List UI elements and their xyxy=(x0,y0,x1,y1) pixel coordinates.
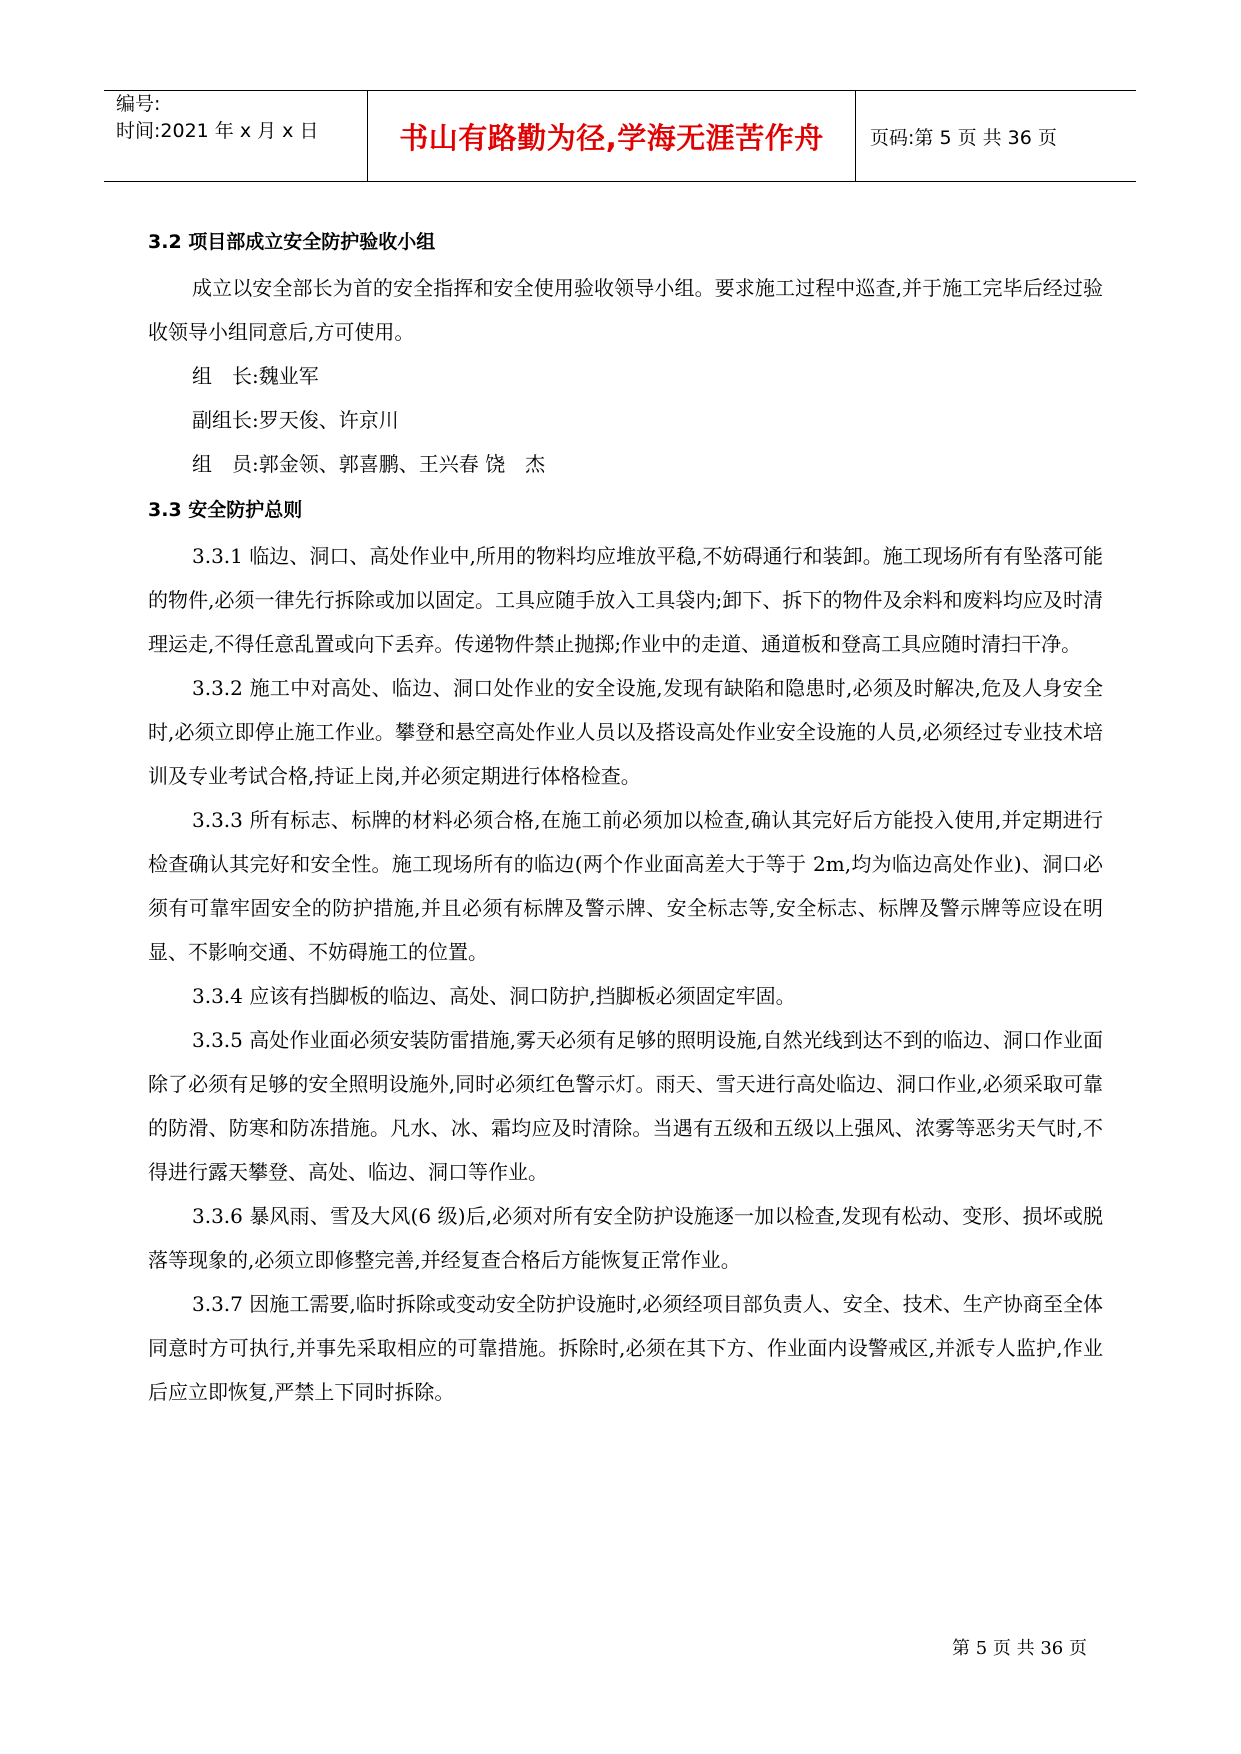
header-motto: 书山有路勤为径,学海无涯苦作舟 xyxy=(368,91,856,181)
clause-3-3-7: 3.3.7 因施工需要,临时拆除或变动安全防护设施时,必须经项目部负责人、安全、技术、生产协商至全体同意时方可执行,并事先采取相应的可靠措施。拆除时,必须在其下方、作业面内设警戒区,并派专人监护,作业后应立即恢复,严禁上下同时拆除。 xyxy=(148,1292,1103,1404)
clause-3-3-6: 3.3.6 暴风雨、雪及大风(6 级)后,必须对所有安全防护设施逐一加以检查,发现有松动、变形、损坏或脱落等现象的,必须立即修整完善,并经复查合格后方能恢复正常作业。 xyxy=(148,1204,1103,1272)
clause-3-3-1: 3.3.1 临边、洞口、高处作业中,所用的物料均应堆放平稳,不妨碍通行和装卸。施工现场所有有坠落可能的物件,必须一律先行拆除或加以固定。工具应随手放入工具袋内;卸下、拆下的物件及余料和废料均应及时清理运走,不得任意乱置或向下丢弃。传递物件禁止抛掷;作业中的走道、通道板和登高工具应随时清扫干净。 xyxy=(148,544,1103,656)
clause-3-3-4: 3.3.4 应该有挡脚板的临边、高处、洞口防护,挡脚板必须固定牢固。 xyxy=(192,984,796,1008)
document-time: 时间:2021 年 x 月 x 日 xyxy=(116,120,319,142)
document-body xyxy=(148,220,1103,1414)
group-leader: 组 长:魏业军 xyxy=(192,364,319,388)
clause-3-3-3: 3.3.3 所有标志、标牌的材料必须合格,在施工前必须加以检查,确认其完好后方能投入使用,并定期进行检查确认其完好和安全性。施工现场所有的临边(两个作业面高差大于等于 2m,均为临边高处作业)、洞口必须有可靠牢固安全的防护措施,并且必须有标牌及警示牌、安全标志等,安全标志、标牌及警示牌等应设在明显、不影响交通、不妨碍施工的位置。 xyxy=(148,808,1103,964)
group-vice-leader: 副组长:罗天俊、许京川 xyxy=(192,408,399,432)
section-heading-3-3: 3.3 安全防护总则 xyxy=(148,499,303,521)
header-meta xyxy=(104,91,368,181)
section-heading-3-2: 3.2 项目部成立安全防护验收小组 xyxy=(148,231,436,253)
page-header xyxy=(104,90,1136,182)
header-page-info: 页码:第 5 页 共 36 页 xyxy=(870,126,1057,149)
page-footer-number: 第 5 页 共 36 页 xyxy=(952,1638,1087,1659)
clause-3-3-5: 3.3.5 高处作业面必须安装防雷措施,雾天必须有足够的照明设施,自然光线到达不到的临边、洞口作业面除了必须有足够的安全照明设施外,同时必须红色警示灯。雨天、雪天进行高处临边、洞口作业,必须采取可靠的防滑、防寒和防冻措施。凡水、冰、霜均应及时清除。当遇有五级和五级以上强风、浓雾等恶劣天气时,不得进行露天攀登、高处、临边、洞口等作业。 xyxy=(148,1028,1103,1184)
document-number-label: 编号: xyxy=(116,93,161,115)
clause-3-3-2: 3.3.2 施工中对高处、临边、洞口处作业的安全设施,发现有缺陷和隐患时,必须及时解决,危及人身安全时,必须立即停止施工作业。攀登和悬空高处作业人员以及搭设高处作业安全设施的人员,必须经过专业技术培训及专业考试合格,持证上岗,并必须定期进行体格检查。 xyxy=(148,676,1103,788)
group-members: 组 员:郭金领、郭喜鹏、王兴春 饶 杰 xyxy=(192,452,546,476)
section-3-2-intro: 成立以安全部长为首的安全指挥和安全使用验收领导小组。要求施工过程中巡查,并于施工完毕后经过验收领导小组同意后,方可使用。 xyxy=(148,276,1103,344)
